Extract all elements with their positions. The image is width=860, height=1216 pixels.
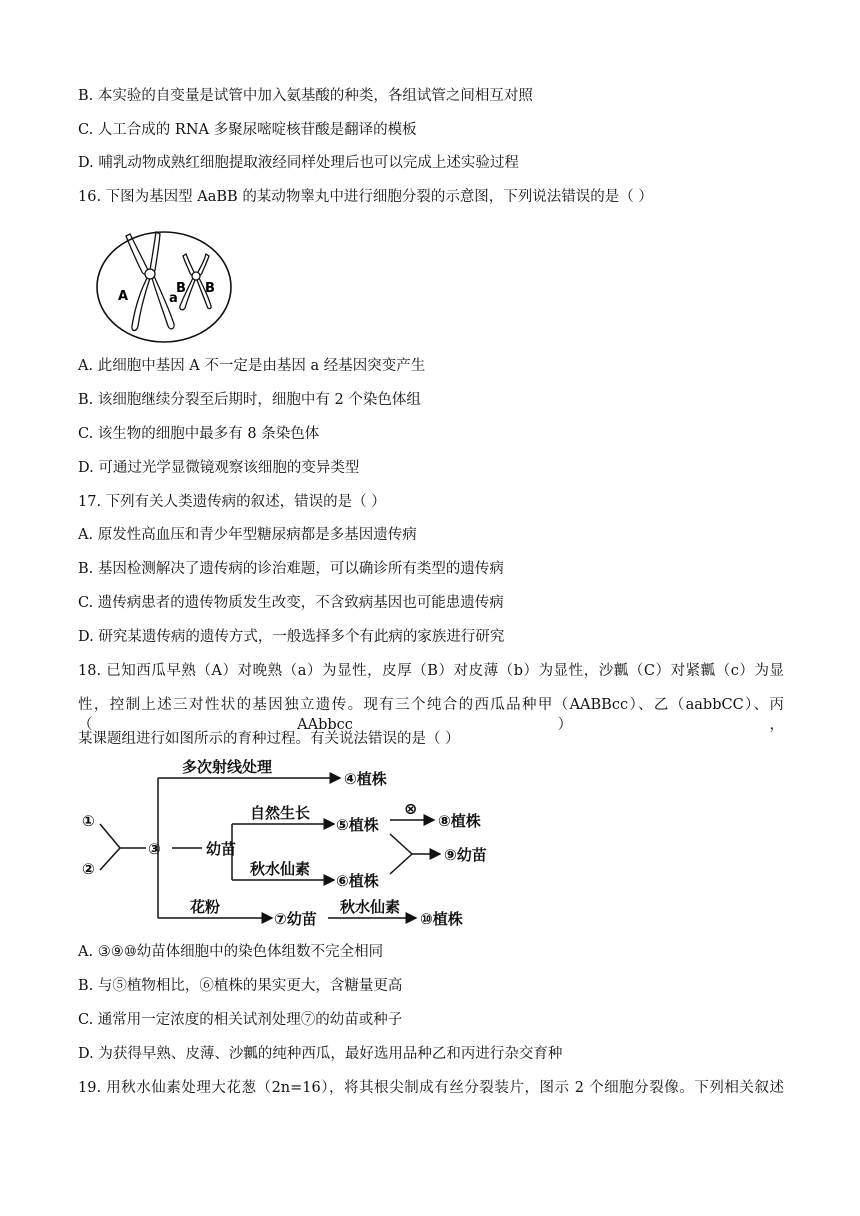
q17-option-d: D. 研究某遗传病的遗传方式，一般选择多个有此病的家族进行研究 bbox=[78, 629, 505, 645]
colchicine-label-2: 秋水仙素 bbox=[340, 898, 401, 916]
cross-line-1 bbox=[390, 834, 412, 854]
merge-line-2 bbox=[100, 848, 120, 870]
selfing-symbol: ⊗ bbox=[404, 799, 418, 818]
q16-option-b: B. 该细胞继续分裂至后期时，细胞中有 2 个染色体组 bbox=[78, 392, 421, 408]
parent-1: ① bbox=[82, 812, 95, 830]
large-chromosome bbox=[126, 232, 174, 331]
q18-stem-line1: 18. 已知西瓜早熟（A）对晚熟（a）为显性，皮厚（B）对皮薄（b）为显性，沙瓤（C）对紧瓤（c）为显 bbox=[78, 663, 784, 679]
q18-option-d: D. 为获得早熟、皮薄、沙瓤的纯种西瓜，最好选用品种乙和丙进行杂交育种 bbox=[78, 1046, 563, 1062]
gene-label-A: A bbox=[118, 289, 129, 304]
plant-5: ⑤植株 bbox=[336, 816, 379, 834]
seedling-label: 幼苗 bbox=[206, 840, 237, 858]
radiation-label: 多次射线处理 bbox=[182, 758, 273, 776]
gene-label-B-right: B bbox=[205, 281, 215, 296]
offspring-3: ③ bbox=[148, 840, 161, 858]
plant-6: ⑥植株 bbox=[336, 872, 379, 890]
natural-growth-label: 自然生长 bbox=[250, 804, 311, 822]
q18-stem-line2: 性，控制上述三对性状的基因独立遗传。现有三个纯合的西瓜品种甲（AABBcc）、乙（aabbCC）、丙（AAbbcc）， bbox=[78, 697, 784, 733]
q17-stem: 17. 下列有关人类遗传病的叙述，错误的是（ ） bbox=[78, 494, 386, 510]
q17-option-a: A. 原发性高血压和青少年型糖尿病都是多基因遗传病 bbox=[78, 527, 417, 543]
seedling-9: ⑨幼苗 bbox=[444, 846, 487, 864]
q18-option-c: C. 通常用一定浓度的相关试剂处理⑦的幼苗或种子 bbox=[78, 1012, 403, 1028]
gene-label-a: a bbox=[169, 291, 178, 306]
q15-option-b: B. 本实验的自变量是试管中加入氨基酸的种类，各组试管之间相互对照 bbox=[78, 88, 533, 104]
q16-option-d: D. 可通过光学显微镜观察该细胞的变异类型 bbox=[78, 460, 360, 476]
gene-label-B-left: B bbox=[176, 281, 186, 296]
cross-line-2 bbox=[390, 854, 412, 874]
q17-option-b: B. 基因检测解决了遗传病的诊治难题，可以确诊所有类型的遗传病 bbox=[78, 561, 504, 577]
plant-8: ⑧植株 bbox=[438, 812, 481, 830]
q15-option-c: C. 人工合成的 RNA 多聚尿嘧啶核苷酸是翻译的模板 bbox=[78, 122, 417, 138]
q18-option-a: A. ③⑨⑩幼苗体细胞中的染色体组数不完全相同 bbox=[78, 944, 384, 960]
q16-stem: 16. 下图为基因型 AaBB 的某动物睾丸中进行细胞分裂的示意图，下列说法错误的是（ ） bbox=[78, 189, 653, 205]
q16-option-a: A. 此细胞中基因 A 不一定是由基因 a 经基因突变产生 bbox=[78, 358, 426, 374]
parent-2: ② bbox=[82, 860, 95, 878]
q18-option-b: B. 与⑤植物相比，⑥植株的果实更大，含糖量更高 bbox=[78, 978, 403, 994]
q18-stem-line3: 某课题组进行如图所示的育种过程。有关说法错误的是（ ） bbox=[78, 731, 460, 747]
cell-division-figure bbox=[92, 226, 238, 348]
q19-stem: 19. 用秋水仙素处理大花葱（2n=16），将其根尖制成有丝分裂装片，图示 2 个细胞分裂像。下列相关叙述 bbox=[78, 1080, 784, 1096]
pollen-label: 花粉 bbox=[190, 898, 221, 916]
breeding-diagram bbox=[78, 754, 508, 940]
colchicine-label-1: 秋水仙素 bbox=[250, 860, 311, 878]
plant-4: ④植株 bbox=[344, 770, 387, 788]
q15-option-d: D. 哺乳动物成熟红细胞提取液经同样处理后也可以完成上述实验过程 bbox=[78, 155, 519, 171]
q17-option-c: C. 遗传病患者的遗传物质发生改变，不含致病基因也可能患遗传病 bbox=[78, 595, 504, 611]
plant-10: ⑩植株 bbox=[420, 910, 463, 928]
seedling-7: ⑦幼苗 bbox=[274, 910, 317, 928]
merge-line-1 bbox=[100, 824, 120, 848]
q16-option-c: C. 该生物的细胞中最多有 8 条染色体 bbox=[78, 426, 320, 442]
